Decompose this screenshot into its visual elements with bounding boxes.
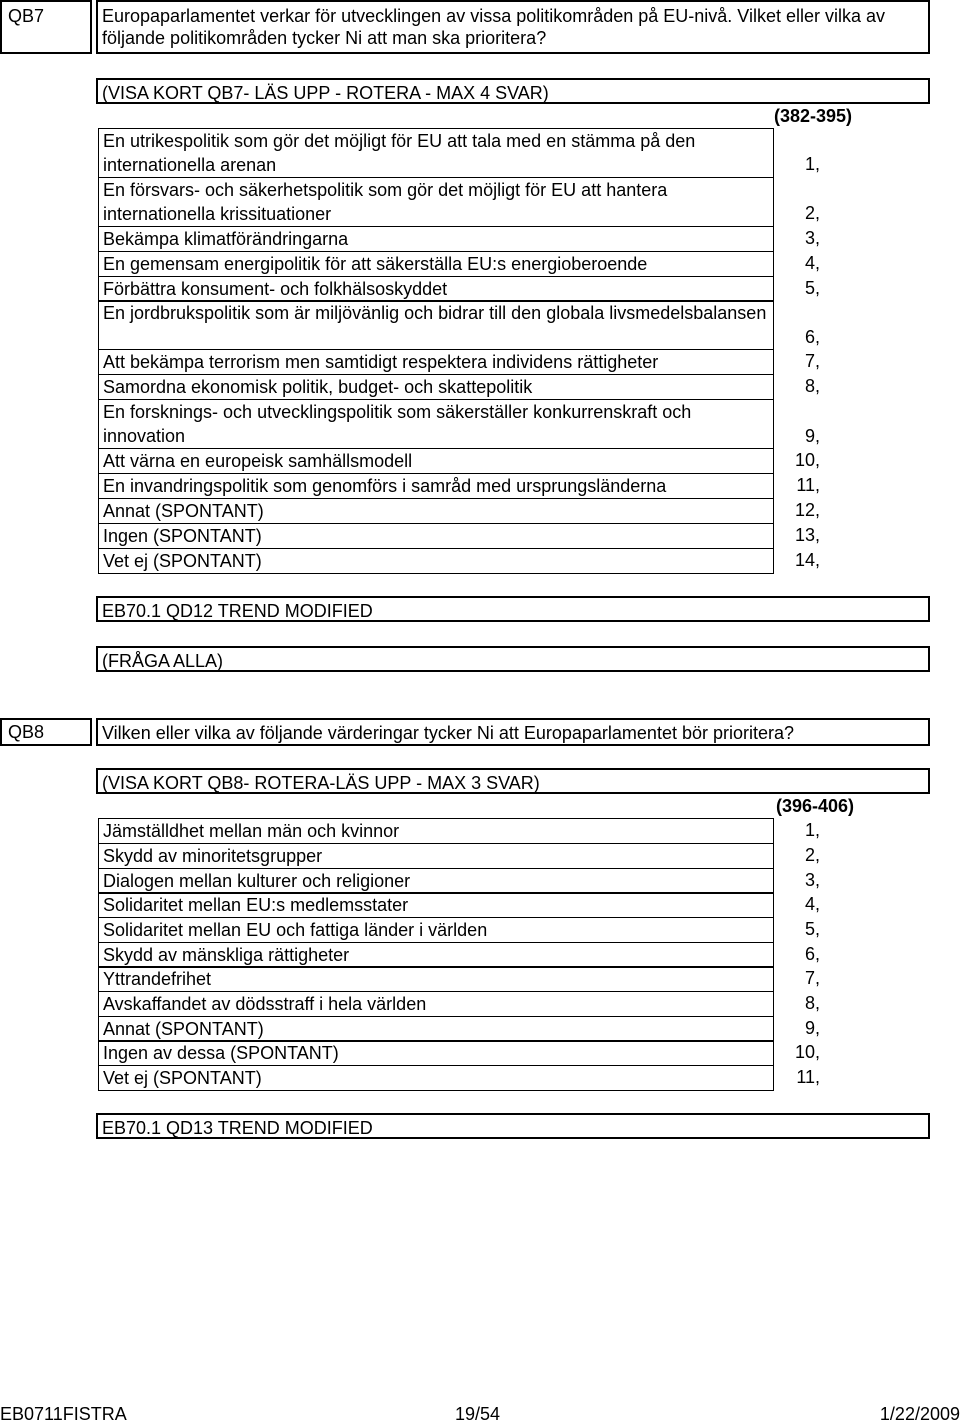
qb8-question-box <box>96 718 930 746</box>
qb7-code-9: 9, <box>804 426 820 446</box>
footer-doc-id: EB0711FISTRA <box>0 1404 127 1424</box>
qb7-code-10: 10, <box>794 450 820 470</box>
qb7-option-4: En gemensam energipolitik för att säkerställa EU:s energioberoende <box>98 251 774 277</box>
qb8-trend: EB70.1 QD13 TREND MODIFIED <box>102 1118 373 1138</box>
qb7-option-14: Vet ej (SPONTANT) <box>98 548 774 574</box>
qb7-code-11: 11, <box>796 475 820 495</box>
qb7-option-8: Samordna ekonomisk politik, budget- och skattepolitik <box>98 374 774 400</box>
qb8-option-2: Skydd av minoritetsgrupper <box>98 843 774 869</box>
qb8-code-11: 11, <box>796 1067 820 1087</box>
qb8-option-11: Vet ej (SPONTANT) <box>98 1065 774 1091</box>
footer-date: 1/22/2009 <box>879 1404 960 1424</box>
qb8-option-5: Solidaritet mellan EU och fattiga länder i världen <box>98 917 774 943</box>
qb8-option-3: Dialogen mellan kulturer och religioner <box>98 868 774 894</box>
qb7-option-7: Att bekämpa terrorism men samtidigt respektera individens rättigheter <box>98 349 774 375</box>
qb8-code-9: 9, <box>804 1018 820 1038</box>
footer-page-number: 19/54 <box>455 1404 501 1424</box>
qb8-option-10: Ingen av dessa (SPONTANT) <box>98 1040 774 1066</box>
qb7-instruction-box <box>96 78 930 104</box>
qb8-question: Vilken eller vilka av följande värderingar tycker Ni att Europaparlamentet bör prioritera? <box>102 723 795 743</box>
qb8-code-3: 3, <box>804 870 820 890</box>
qb8-id-box <box>0 718 92 746</box>
qb8-instruction: (VISA KORT QB8- ROTERA-LÄS UPP - MAX 3 SVAR) <box>102 773 540 793</box>
qb8-instruction-box <box>96 768 930 794</box>
qb8-code-5: 5, <box>804 919 820 939</box>
qb7-option-9: En forsknings- och utvecklingspolitik som säkerställer konkurrenskraft och innovation <box>98 399 774 449</box>
qb7-code-8: 8, <box>804 376 820 396</box>
qb7-id: QB7 <box>8 6 45 26</box>
qb7-code-3: 3, <box>804 228 820 248</box>
qb8-id: QB8 <box>8 722 45 742</box>
qb8-option-7: Yttrandefrihet <box>98 966 774 992</box>
qb7-code-5: 5, <box>804 278 820 298</box>
qb7-option-10: Att värna en europeisk samhällsmodell <box>98 448 774 474</box>
qb7-code-4: 4, <box>804 253 820 273</box>
qb8-code-2: 2, <box>804 845 820 865</box>
qb7-trend: EB70.1 QD12 TREND MODIFIED <box>102 601 373 621</box>
qb7-code-13: 13, <box>794 525 820 545</box>
qb7-option-6: En jordbrukspolitik som är miljövänlig och bidrar till den globala livsmedelsbalansen <box>98 300 774 350</box>
qb8-option-9: Annat (SPONTANT) <box>98 1016 774 1042</box>
qb7-code-7: 7, <box>804 351 820 371</box>
qb8-code-1: 1, <box>804 820 820 840</box>
qb7-option-5: Förbättra konsument- och folkhälsoskyddet <box>98 276 774 302</box>
qb7-option-11: En invandringspolitik som genomförs i samråd med ursprungsländerna <box>98 473 774 499</box>
qb7-code-12: 12, <box>794 500 820 520</box>
qb7-option-3: Bekämpa klimatförändringarna <box>98 226 774 252</box>
qb7-code-1: 1, <box>804 154 820 174</box>
qb7-question-box <box>96 0 930 54</box>
ask-all-box <box>96 646 930 672</box>
qb7-option-12: Annat (SPONTANT) <box>98 498 774 524</box>
qb7-option-13: Ingen (SPONTANT) <box>98 523 774 549</box>
qb8-option-8: Avskaffandet av dödsstraff i hela världen <box>98 991 774 1017</box>
qb8-code-6: 6, <box>804 944 820 964</box>
qb8-option-4: Solidaritet mellan EU:s medlemsstater <box>98 892 774 918</box>
qb8-option-6: Skydd av mänskliga rättigheter <box>98 942 774 968</box>
ask-all-instruction: (FRÅGA ALLA) <box>102 651 224 671</box>
qb7-code-range: (382-395) <box>774 106 853 126</box>
qb8-code-4: 4, <box>804 894 820 914</box>
qb7-code-2: 2, <box>804 203 820 223</box>
qb8-option-1: Jämställdhet mellan män och kvinnor <box>98 818 774 844</box>
qb8-trend-box <box>96 1113 930 1139</box>
qb7-option-2: En försvars- och säkerhetspolitik som gör det möjligt för EU att hantera internationella krissituationer <box>98 177 774 227</box>
qb7-option-1: En utrikespolitik som gör det möjligt för EU att tala med en stämma på den internationella arenan <box>98 128 774 178</box>
qb7-trend-box <box>96 596 930 622</box>
qb7-question: Europaparlamentet verkar för utvecklingen av vissa politikområden på EU-nivå. Vilket eller vilka av följande politikområden tycker Ni att man ska prioritera? <box>102 6 886 48</box>
qb7-code-6: 6, <box>804 327 820 347</box>
qb8-code-10: 10, <box>794 1042 820 1062</box>
qb7-id-box <box>0 0 92 54</box>
qb7-code-14: 14, <box>794 550 820 570</box>
qb7-instruction: (VISA KORT QB7- LÄS UPP - ROTERA - MAX 4 SVAR) <box>102 83 549 103</box>
qb8-code-7: 7, <box>804 968 820 988</box>
qb8-code-8: 8, <box>804 993 820 1013</box>
qb8-code-range: (396-406) <box>776 796 855 816</box>
